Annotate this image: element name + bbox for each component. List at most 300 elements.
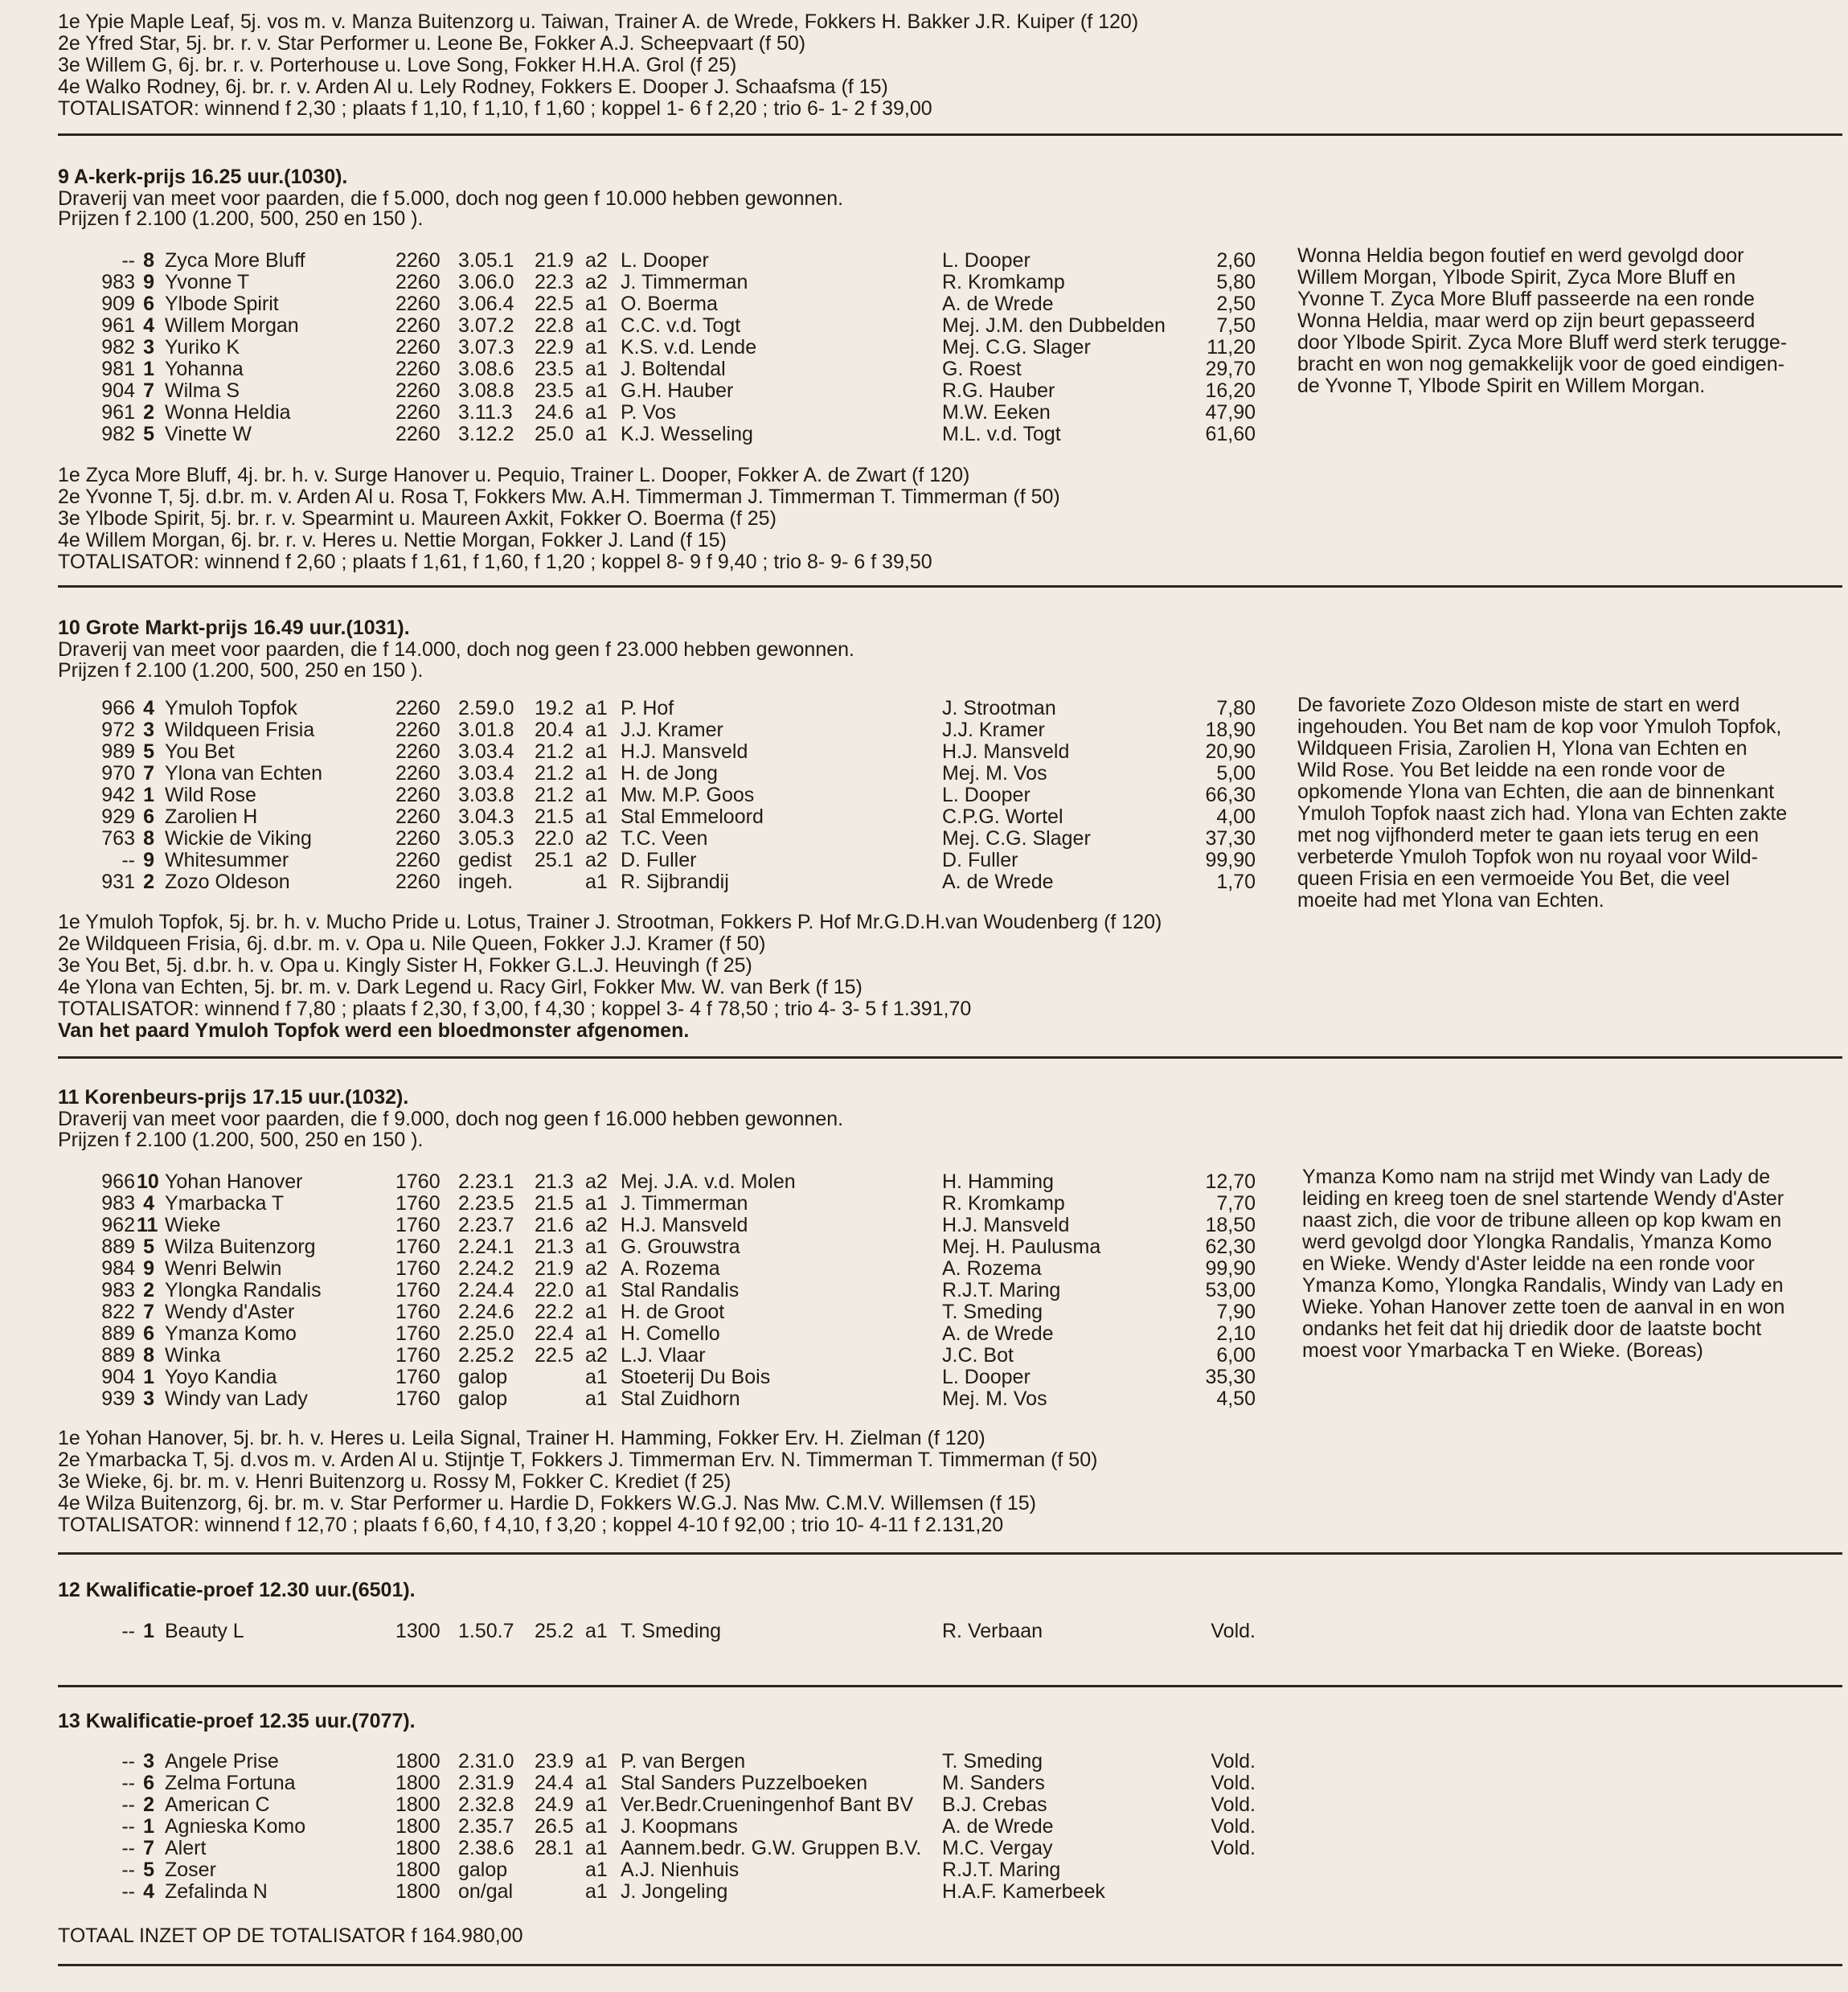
distance: 2260	[395, 249, 440, 272]
start-position: a1	[585, 1322, 608, 1345]
race-time: 3.06.4	[458, 293, 514, 315]
odds: 2,10	[1216, 1322, 1256, 1345]
commentary-line: bracht en won nog gemakkelijk voor de goed eindigen-	[1297, 353, 1784, 375]
table-row	[0, 763, 1286, 785]
distance: 1760	[395, 1387, 440, 1410]
trainer-name: B.J. Crebas	[942, 1793, 1047, 1816]
odds: 62,30	[1205, 1236, 1256, 1258]
trainer-name: T. Smeding	[942, 1750, 1043, 1773]
table-row	[0, 1751, 1286, 1773]
previous-race-number: --	[121, 1859, 135, 1881]
start-position: a1	[585, 805, 608, 828]
trainer-name: M.W. Eeken	[942, 401, 1051, 424]
start-number: 5	[143, 1859, 154, 1881]
race-time: 2.23.5	[458, 1192, 514, 1215]
distance: 2260	[395, 379, 440, 402]
odds: 5,80	[1216, 271, 1256, 293]
table-row	[0, 1881, 1286, 1903]
previous-race-number: --	[121, 1620, 135, 1642]
table-row	[0, 871, 1286, 893]
trainer-name: Mej. C.G. Slager	[942, 827, 1091, 850]
start-position: a1	[585, 314, 608, 337]
km-time: 24.9	[535, 1793, 574, 1816]
commentary-line: met nog vijfhonderd meter te gaan iets terug en een	[1297, 824, 1759, 846]
trainer-name: A. de Wrede	[942, 871, 1054, 893]
trainer-name: R. Kromkamp	[942, 1192, 1065, 1215]
totalisator-line: TOTALISATOR: winnend f 2,30 ; plaats f 1,10, f 1,10, f 1,60 ; koppel 1- 6 f 2,20 ; trio 6- 1- 2 f 39,00	[58, 97, 932, 120]
race-time: 3.08.6	[458, 358, 514, 380]
distance: 1760	[395, 1301, 440, 1323]
race-title: 9 A-kerk-prijs 16.25 uur.(1030).	[58, 166, 348, 188]
race-time: 2.31.9	[458, 1772, 514, 1794]
driver-name: Mej. J.A. v.d. Molen	[621, 1170, 796, 1193]
odds: 7,50	[1216, 314, 1256, 337]
driver-name: J. Timmerman	[621, 271, 748, 293]
previous-race-number: 983	[101, 1279, 135, 1301]
km-time: 21.9	[535, 1257, 574, 1280]
odds: 53,00	[1205, 1279, 1256, 1301]
previous-race-number: --	[121, 849, 135, 871]
km-time: 22.9	[535, 336, 574, 359]
km-time: 21.2	[535, 740, 574, 763]
table-row	[0, 1621, 1286, 1642]
race-prizes: Prijzen f 2.100 (1.200, 500, 250 en 150 ).	[58, 1129, 424, 1151]
trainer-name: J.C. Bot	[942, 1344, 1014, 1367]
horse-name: Agnieska Komo	[165, 1815, 306, 1838]
distance: 2260	[395, 314, 440, 337]
start-number: 8	[143, 1344, 154, 1367]
race-time: 1.50.7	[458, 1620, 514, 1642]
trainer-name: L. Dooper	[942, 249, 1031, 272]
race-time: 2.24.1	[458, 1236, 514, 1258]
result-line: 2e Yvonne T, 5j. d.br. m. v. Arden Al u. Rosa T, Fokkers Mw. A.H. Timmerman J. Timmerman T. Timmerman (f 50)	[58, 486, 1060, 508]
driver-name: T.C. Veen	[621, 827, 708, 850]
horse-name: Yohan Hanover	[165, 1170, 303, 1193]
driver-name: J. Koopmans	[621, 1815, 738, 1838]
start-position: a1	[585, 336, 608, 359]
previous-race-number: 983	[101, 271, 135, 293]
race-commentary	[1302, 1166, 1784, 1362]
table-row	[0, 719, 1286, 741]
start-position: a1	[585, 1793, 608, 1816]
horse-name: Yvonne T	[165, 271, 250, 293]
trainer-name: Mej. H. Paulusma	[942, 1236, 1101, 1258]
race-commentary	[1297, 695, 1787, 912]
driver-name: H. de Jong	[621, 762, 718, 785]
start-number: 3	[143, 336, 154, 359]
commentary-line: Ymanza Komo, Ylongka Randalis, Windy van Lady en	[1302, 1274, 1784, 1297]
race-time: gedist	[458, 849, 512, 871]
result-line: 4e Wilza Buitenzorg, 6j. br. m. v. Star Performer u. Hardie D, Fokkers W.G.J. Nas Mw. C.M.V. Willemsen (f 15)	[58, 1492, 1036, 1514]
start-position: a2	[585, 1344, 608, 1367]
commentary-line: en Wieke. Wendy d'Aster leidde na een ronde voor	[1302, 1252, 1755, 1275]
race-time: 3.06.0	[458, 271, 514, 293]
start-number: 8	[143, 827, 154, 850]
horse-name: Winka	[165, 1344, 221, 1367]
race-time: 2.24.4	[458, 1279, 514, 1301]
race-time: 2.23.1	[458, 1170, 514, 1193]
horse-name: Vinette W	[165, 423, 252, 445]
odds: 47,90	[1205, 401, 1256, 424]
start-position: a1	[585, 1772, 608, 1794]
km-time: 23.5	[535, 379, 574, 402]
previous-race-number: 822	[101, 1301, 135, 1323]
start-number: 6	[143, 1772, 154, 1794]
table-row	[0, 1280, 1286, 1301]
driver-name: J.J. Kramer	[621, 719, 723, 741]
start-position: a2	[585, 827, 608, 850]
trainer-name: A. de Wrede	[942, 1815, 1054, 1838]
table-row	[0, 1236, 1286, 1258]
distance: 1800	[395, 1772, 440, 1794]
trainer-name: A. Rozema	[942, 1257, 1042, 1280]
horse-name: American C	[165, 1793, 270, 1816]
start-position: a2	[585, 1170, 608, 1193]
commentary-line: leiding en kreeg toen de snel startende Wendy d'Aster	[1302, 1187, 1784, 1210]
distance: 1760	[395, 1366, 440, 1388]
horse-name: Wild Rose	[165, 784, 256, 806]
race-time: 2.25.2	[458, 1344, 514, 1367]
totalisator-line: TOTALISATOR: winnend f 2,60 ; plaats f 1,61, f 1,60, f 1,20 ; koppel 8- 9 f 9,40 ; trio 8- 9- 6 f 39,50	[58, 551, 932, 573]
commentary-line: werd gevolgd door Ylongka Randalis, Ymanza Komo	[1302, 1231, 1772, 1253]
start-number: 4	[143, 314, 154, 337]
previous-race-number: 989	[101, 740, 135, 763]
trainer-name: G. Roest	[942, 358, 1022, 380]
race-time: 2.59.0	[458, 697, 514, 719]
race-time: ingeh.	[458, 871, 514, 893]
horse-name: Ylona van Echten	[165, 762, 322, 785]
table-row	[0, 1258, 1286, 1280]
odds: Vold.	[1211, 1750, 1256, 1773]
driver-name: J. Timmerman	[621, 1192, 748, 1215]
start-number: 4	[143, 1192, 154, 1215]
previous-race-number: 970	[101, 762, 135, 785]
trainer-name: A. de Wrede	[942, 293, 1054, 315]
commentary-line: Ymuloh Topfok naast zich had. Ylona van Echten zakte	[1297, 802, 1788, 825]
distance: 1760	[395, 1170, 440, 1193]
race-time: 2.31.0	[458, 1750, 514, 1773]
start-position: a1	[585, 1815, 608, 1838]
distance: 1800	[395, 1750, 440, 1773]
horse-name: Ylongka Randalis	[165, 1279, 322, 1301]
start-position: a2	[585, 1257, 608, 1280]
odds: 61,60	[1205, 423, 1256, 445]
commentary-line: Wildqueen Frisia, Zarolien H, Ylona van Echten en	[1297, 737, 1748, 760]
odds: 1,70	[1216, 871, 1256, 893]
previous-race-number: 909	[101, 293, 135, 315]
distance: 1800	[395, 1793, 440, 1816]
trainer-name: R.G. Hauber	[942, 379, 1055, 402]
odds: Vold.	[1211, 1837, 1256, 1859]
commentary-line: Wild Rose. You Bet leidde na een ronde voor de	[1297, 759, 1726, 781]
distance: 2260	[395, 827, 440, 850]
odds: 4,50	[1216, 1387, 1256, 1410]
trainer-name: Mej. C.G. Slager	[942, 336, 1091, 359]
result-line: 1e Yohan Hanover, 5j. br. h. v. Heres u. Leila Signal, Trainer H. Hamming, Fokker Erv. H. Zielman (f 120)	[58, 1427, 985, 1449]
previous-race-number: --	[121, 249, 135, 272]
start-position: a1	[585, 1279, 608, 1301]
km-time: 22.5	[535, 1344, 574, 1367]
race-time: galop	[458, 1859, 508, 1881]
horse-name: Yoyo Kandia	[165, 1366, 277, 1388]
start-number: 2	[143, 401, 154, 424]
previous-race-number: 889	[101, 1322, 135, 1345]
race-title: 10 Grote Markt-prijs 16.49 uur.(1031).	[58, 617, 410, 639]
distance: 1300	[395, 1620, 440, 1642]
trainer-name: A. de Wrede	[942, 1322, 1054, 1345]
previous-race-number: 983	[101, 1192, 135, 1215]
previous-race-number: 904	[101, 1366, 135, 1388]
horse-name: Wilma S	[165, 379, 240, 402]
start-position: a1	[585, 1880, 608, 1903]
odds: 6,00	[1216, 1344, 1256, 1367]
driver-name: C.C. v.d. Togt	[621, 314, 741, 337]
section-divider	[58, 1685, 1842, 1687]
table-row	[0, 741, 1286, 763]
km-time: 19.2	[535, 697, 574, 719]
race-time: 3.05.3	[458, 827, 514, 850]
km-time: 21.5	[535, 805, 574, 828]
distance: 2260	[395, 336, 440, 359]
driver-name: A. Rozema	[621, 1257, 720, 1280]
total-stake: TOTAAL INZET OP DE TOTALISATOR f 164.980,00	[58, 1924, 523, 1947]
start-number: 7	[143, 1837, 154, 1859]
start-position: a1	[585, 697, 608, 719]
result-line: 2e Wildqueen Frisia, 6j. d.br. m. v. Opa u. Nile Queen, Fokker J.J. Kramer (f 50)	[58, 932, 766, 955]
horse-name: Zelma Fortuna	[165, 1772, 296, 1794]
horse-name: Ymanza Komo	[165, 1322, 297, 1345]
distance: 2260	[395, 719, 440, 741]
km-time: 26.5	[535, 1815, 574, 1838]
race-time: on/gal	[458, 1880, 514, 1903]
commentary-line: Wonna Heldia begon foutief en werd gevolgd door	[1297, 244, 1744, 267]
driver-name: H.J. Mansveld	[621, 740, 748, 763]
race-time: 3.07.3	[458, 336, 514, 359]
km-time: 28.1	[535, 1837, 574, 1859]
start-position: a2	[585, 1214, 608, 1236]
totalisator-line: TOTALISATOR: winnend f 7,80 ; plaats f 2,30, f 3,00, f 4,30 ; koppel 3- 4 f 78,50 ; trio 4- 3- 5 f 1.391,70	[58, 998, 972, 1020]
trainer-name: R. Kromkamp	[942, 271, 1065, 293]
previous-race-number: 961	[101, 401, 135, 424]
table-row	[0, 424, 1286, 445]
driver-name: O. Boerma	[621, 293, 718, 315]
totalisator-line: TOTALISATOR: winnend f 12,70 ; plaats f 6,60, f 4,10, f 3,20 ; koppel 4-10 f 92,00 ; trio 10- 4-11 f 2.131,20	[58, 1514, 1004, 1536]
table-row	[0, 806, 1286, 828]
commentary-line: Ymanza Komo nam na strijd met Windy van Lady de	[1302, 1166, 1771, 1188]
driver-name: Stal Zuidhorn	[621, 1387, 740, 1410]
commentary-line: queen Frisia en een vermoeide You Bet, die veel	[1297, 867, 1730, 890]
commentary-line: ingehouden. You Bet nam de kop voor Ymuloh Topfok,	[1297, 715, 1782, 738]
driver-name: A.J. Nienhuis	[621, 1859, 740, 1881]
odds: 99,90	[1205, 1257, 1256, 1280]
previous-race-number: --	[121, 1793, 135, 1816]
start-position: a1	[585, 1620, 608, 1642]
driver-name: L. Dooper	[621, 249, 709, 272]
distance: 1800	[395, 1859, 440, 1881]
race-conditions: Draverij van meet voor paarden, die f 5.000, doch nog geen f 10.000 hebben gewonnen.	[58, 187, 844, 210]
race-time: 3.01.8	[458, 719, 514, 741]
previous-race-number: 982	[101, 336, 135, 359]
start-number: 2	[143, 1793, 154, 1816]
commentary-line: Wieke. Yohan Hanover zette toen de aanval in en won	[1302, 1296, 1785, 1318]
table-row	[0, 1215, 1286, 1236]
previous-race-number: 972	[101, 719, 135, 741]
driver-name: G.H. Hauber	[621, 379, 734, 402]
odds: 16,20	[1205, 379, 1256, 402]
horse-name: Ymuloh Topfok	[165, 697, 297, 719]
km-time: 21.6	[535, 1214, 574, 1236]
start-number: 2	[143, 1279, 154, 1301]
odds: 7,80	[1216, 697, 1256, 719]
distance: 2260	[395, 358, 440, 380]
table-row	[0, 1838, 1286, 1859]
horse-name: Zyca More Bluff	[165, 249, 305, 272]
start-number: 1	[143, 358, 154, 380]
driver-name: R. Sijbrandij	[621, 871, 729, 893]
commentary-line: Wonna Heldia, maar werd op zijn beurt gepasseerd	[1297, 309, 1756, 332]
km-time: 20.4	[535, 719, 574, 741]
start-number: 5	[143, 740, 154, 763]
previous-race-number: --	[121, 1880, 135, 1903]
start-position: a2	[585, 849, 608, 871]
km-time: 21.3	[535, 1236, 574, 1258]
start-number: 10	[137, 1170, 159, 1193]
km-time: 23.5	[535, 358, 574, 380]
section-divider	[58, 585, 1842, 588]
start-number: 7	[143, 1301, 154, 1323]
horse-name: Yohanna	[165, 358, 244, 380]
distance: 2260	[395, 871, 440, 893]
km-time: 21.2	[535, 784, 574, 806]
result-line: 1e Zyca More Bluff, 4j. br. h. v. Surge Hanover u. Pequio, Trainer L. Dooper, Fokker A. de Zwart (f 120)	[58, 464, 970, 486]
odds: 18,50	[1205, 1214, 1256, 1236]
start-position: a1	[585, 1859, 608, 1881]
km-time: 21.5	[535, 1192, 574, 1215]
horse-name: Wonna Heldia	[165, 401, 291, 424]
horse-name: Angele Prise	[165, 1750, 279, 1773]
previous-race-number: 984	[101, 1257, 135, 1280]
distance: 1760	[395, 1344, 440, 1367]
previous-race-number: 889	[101, 1236, 135, 1258]
table-row	[0, 402, 1286, 424]
horse-name: Wendy d'Aster	[165, 1301, 295, 1323]
distance: 1760	[395, 1257, 440, 1280]
odds: 2,50	[1216, 293, 1256, 315]
horse-name: Wildqueen Frisia	[165, 719, 315, 741]
start-number: 6	[143, 1322, 154, 1345]
odds: 5,00	[1216, 762, 1256, 785]
driver-name: T. Smeding	[621, 1620, 722, 1642]
table-row	[0, 315, 1286, 337]
previous-race-number: 962	[101, 1214, 135, 1236]
distance: 2260	[395, 849, 440, 871]
km-time: 22.0	[535, 1279, 574, 1301]
km-time: 22.2	[535, 1301, 574, 1323]
result-line: 3e Willem G, 6j. br. r. v. Porterhouse u. Love Song, Fokker H.H.A. Grol (f 25)	[58, 54, 737, 76]
race-time: 2.35.7	[458, 1815, 514, 1838]
start-number: 5	[143, 423, 154, 445]
table-row	[0, 250, 1286, 272]
distance: 2260	[395, 697, 440, 719]
commentary-line: moeite had met Ylona van Echten.	[1297, 889, 1604, 912]
race-time: 2.32.8	[458, 1793, 514, 1816]
previous-race-number: 939	[101, 1387, 135, 1410]
start-number: 2	[143, 871, 154, 893]
commentary-line: naast zich, die voor de tribune alleen op kop kwam en	[1302, 1209, 1782, 1232]
table-row	[0, 785, 1286, 806]
previous-race-number: --	[121, 1837, 135, 1859]
start-position: a1	[585, 423, 608, 445]
km-time: 25.2	[535, 1620, 574, 1642]
previous-race-number: 942	[101, 784, 135, 806]
start-number: 7	[143, 762, 154, 785]
table-row	[0, 1794, 1286, 1816]
start-position: a1	[585, 1301, 608, 1323]
driver-name: K.J. Wesseling	[621, 423, 753, 445]
driver-name: Stoeterij Du Bois	[621, 1366, 771, 1388]
odds: Vold.	[1211, 1793, 1256, 1816]
distance: 1760	[395, 1192, 440, 1215]
start-position: a1	[585, 293, 608, 315]
race-time: 3.03.4	[458, 740, 514, 763]
commentary-line: verbeterde Ymuloh Topfok won nu royaal voor Wild-	[1297, 846, 1758, 868]
horse-name: Wieke	[165, 1214, 221, 1236]
distance: 2260	[395, 293, 440, 315]
result-line: 4e Willem Morgan, 6j. br. r. v. Heres u. Nettie Morgan, Fokker J. Land (f 15)	[58, 529, 727, 551]
driver-name: P. Hof	[621, 697, 674, 719]
km-time: 21.2	[535, 762, 574, 785]
trainer-name: H. Hamming	[942, 1170, 1054, 1193]
section-divider	[58, 1552, 1842, 1555]
distance: 2260	[395, 740, 440, 763]
previous-race-number: 982	[101, 423, 135, 445]
trainer-name: T. Smeding	[942, 1301, 1043, 1323]
trainer-name: Mej. J.M. den Dubbelden	[942, 314, 1166, 337]
start-number: 1	[143, 1366, 154, 1388]
odds: 2,60	[1216, 249, 1256, 272]
driver-name: L.J. Vlaar	[621, 1344, 706, 1367]
driver-name: J. Boltendal	[621, 358, 726, 380]
odds: 35,30	[1205, 1366, 1256, 1388]
commentary-line: de Yvonne T, Ylbode Spirit en Willem Morgan.	[1297, 375, 1706, 397]
km-time: 22.8	[535, 314, 574, 337]
driver-name: Aannem.bedr. G.W. Gruppen B.V.	[621, 1837, 922, 1859]
start-number: 3	[143, 1750, 154, 1773]
race-time: 2.23.7	[458, 1214, 514, 1236]
race-time: galop	[458, 1387, 508, 1410]
horse-name: Zoser	[165, 1859, 216, 1881]
previous-race-number: 966	[101, 697, 135, 719]
race-time: 3.12.2	[458, 423, 514, 445]
trainer-name: R.J.T. Maring	[942, 1859, 1061, 1881]
driver-name: Stal Sanders Puzzelboeken	[621, 1772, 868, 1794]
result-line: 3e Ylbode Spirit, 5j. br. r. v. Spearmint u. Maureen Axkit, Fokker O. Boerma (f 25)	[58, 507, 776, 530]
start-position: a1	[585, 358, 608, 380]
distance: 2260	[395, 805, 440, 828]
start-number: 4	[143, 697, 154, 719]
race-prizes: Prijzen f 2.100 (1.200, 500, 250 en 150 ).	[58, 207, 424, 230]
start-position: a1	[585, 1837, 608, 1859]
start-number: 3	[143, 1387, 154, 1410]
km-time: 21.3	[535, 1170, 574, 1193]
previous-race-number: --	[121, 1815, 135, 1838]
race-time: 3.05.1	[458, 249, 514, 272]
distance: 1760	[395, 1236, 440, 1258]
distance: 1800	[395, 1815, 440, 1838]
trainer-name: L. Dooper	[942, 784, 1031, 806]
distance: 2260	[395, 423, 440, 445]
race-time: 2.25.0	[458, 1322, 514, 1345]
